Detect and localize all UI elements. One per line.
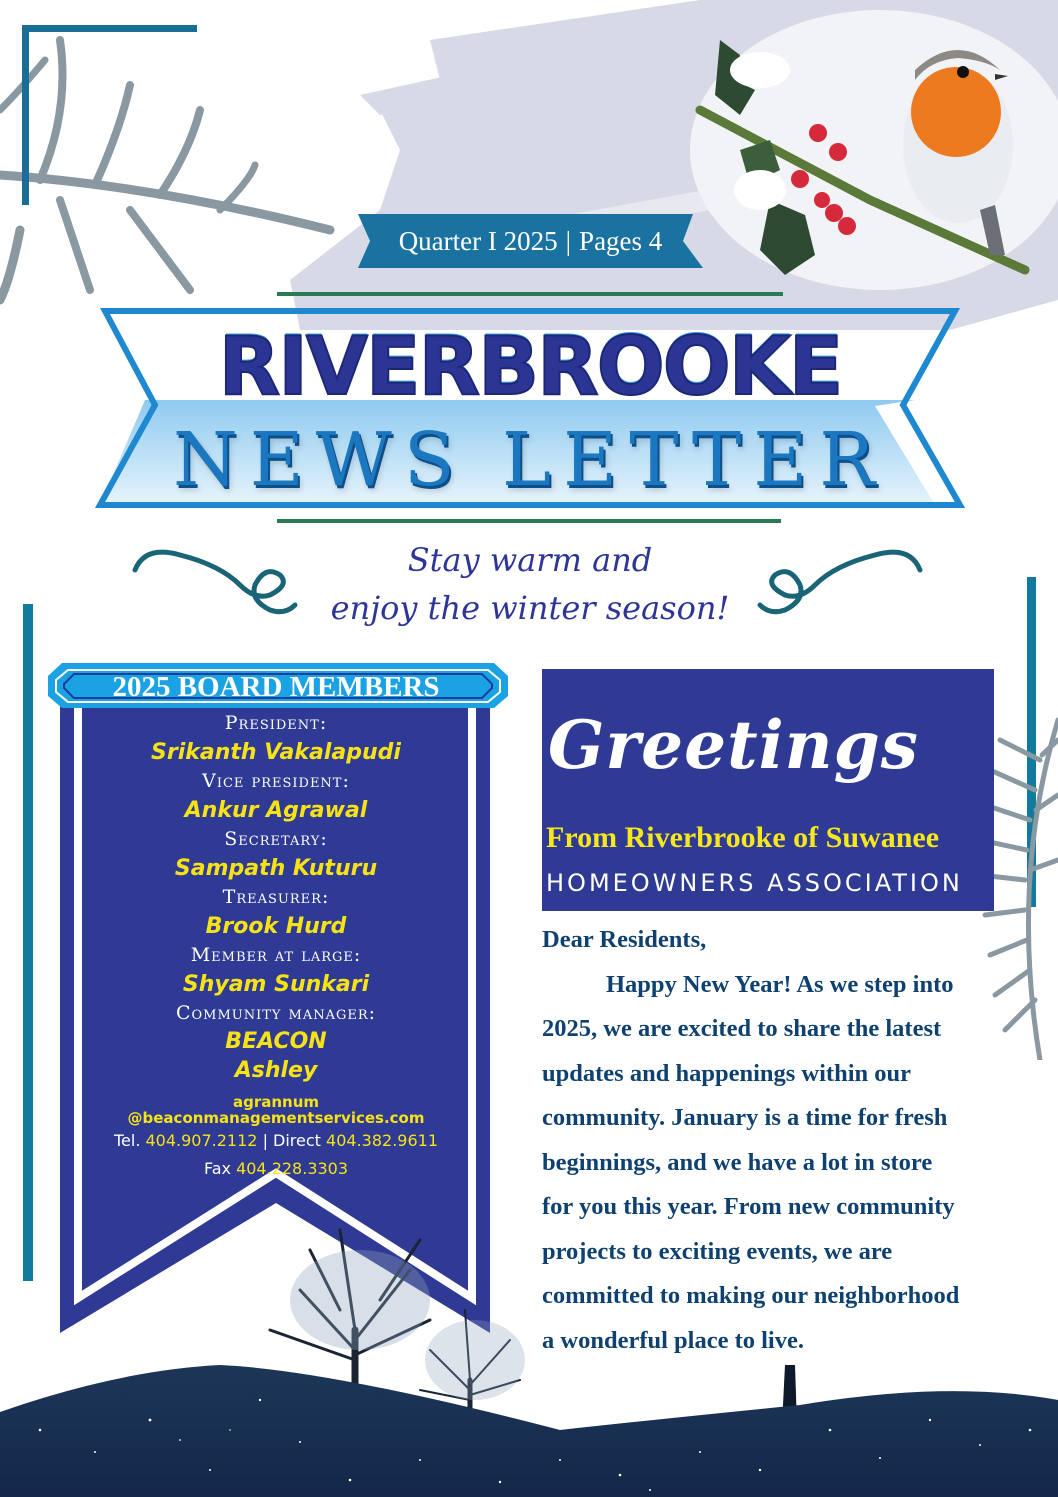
tagline-line-1: Stay warm and xyxy=(407,541,653,579)
role-label: Vice president: xyxy=(202,770,350,792)
manager-contact-name: Ashley xyxy=(234,1058,318,1083)
role-label: Member at large: xyxy=(190,944,362,966)
email-line-2: @beaconmanagementservices.com xyxy=(127,1109,425,1127)
letter-line: beginnings, and we have a lot in store xyxy=(542,1148,933,1176)
email-line-1: agrannum xyxy=(232,1093,320,1111)
greetings-org: HOMEOWNERS ASSOCIATION xyxy=(546,869,963,897)
issue-separator: | xyxy=(565,225,572,256)
greetings-title: Greetings xyxy=(548,706,919,784)
direct-label: | Direct xyxy=(262,1131,321,1150)
board-members-heading: 2025 BOARD MEMBERS xyxy=(112,670,440,703)
member-name: Brook Hurd xyxy=(205,914,347,939)
letter-line: a wonderful place to live. xyxy=(542,1326,804,1354)
letter-line: for you this year. From new community xyxy=(542,1193,955,1220)
member-name: Srikanth Vakalapudi xyxy=(151,740,401,765)
role-label: Treasurer: xyxy=(222,886,330,908)
role-label: Secretary: xyxy=(224,828,328,850)
tel-number[interactable]: 404.907.2112 xyxy=(145,1131,258,1150)
letter-line: 2025, we are excited to share the latest xyxy=(542,1015,942,1042)
newsletter-title: RIVERBROOKE xyxy=(218,320,842,413)
tagline-line-2: enjoy the winter season! xyxy=(330,589,730,627)
role-label: Community manager: xyxy=(175,1002,377,1024)
divider-line xyxy=(277,519,781,523)
newsletter-subtitle: NEWS LETTER xyxy=(172,417,888,503)
greetings-from: From Riverbrooke of Suwanee xyxy=(546,821,940,854)
direct-number[interactable]: 404.382.9611 xyxy=(326,1131,439,1150)
board-members-list xyxy=(90,710,462,1182)
member-name: Shyam Sunkari xyxy=(182,972,370,997)
pine-branch-icon xyxy=(0,40,330,300)
fax-line xyxy=(90,1156,462,1182)
issue-ribbon xyxy=(358,214,703,268)
tel-label: Tel. xyxy=(113,1131,141,1150)
divider-line xyxy=(277,292,783,296)
tagline xyxy=(260,536,800,632)
letter-line: projects to exciting events, we are xyxy=(542,1237,893,1265)
corner-accent-line xyxy=(22,25,197,32)
phone-line xyxy=(90,1126,462,1156)
fax-label: Fax xyxy=(203,1159,231,1178)
member-name: BEACON xyxy=(225,1029,327,1054)
role-label: President: xyxy=(224,712,328,734)
issue-pages: Pages 4 xyxy=(579,225,663,256)
letter-line: community. January is a time for fresh xyxy=(542,1104,948,1131)
letter-line xyxy=(542,963,1002,1008)
letter-line-text: Happy New Year! As we step into xyxy=(606,970,954,998)
member-name: Sampath Kuturu xyxy=(174,856,378,881)
header-winter-artwork xyxy=(0,0,1058,330)
manager-email[interactable] xyxy=(90,1094,462,1126)
member-name: Ankur Agrawal xyxy=(184,798,368,823)
issue-quarter: Quarter I 2025 xyxy=(398,225,558,256)
letter-line: committed to making our neighborhood xyxy=(542,1282,960,1309)
letter-line: updates and happenings within our xyxy=(542,1059,912,1087)
letter-salutation: Dear Residents, xyxy=(542,926,707,953)
corner-accent-line xyxy=(22,25,29,205)
fax-number: 404.228.3303 xyxy=(236,1159,349,1178)
night-hill-landscape xyxy=(0,1190,1058,1497)
vertical-accent-line xyxy=(23,604,33,1281)
